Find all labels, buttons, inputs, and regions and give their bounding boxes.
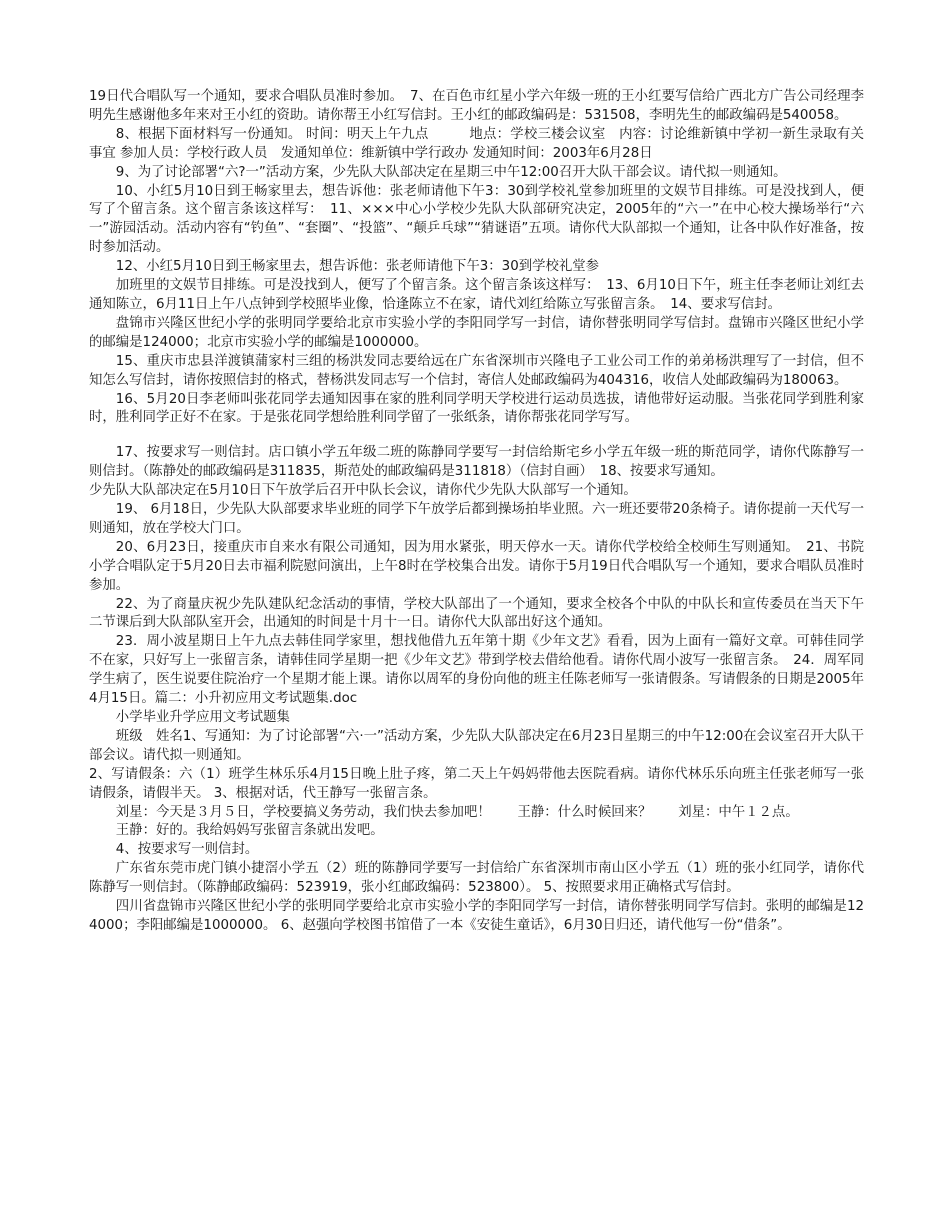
paragraph-1: 19日代合唱队写一个通知，要求合唱队员准时参加。 7、在百色市红星小学六年级一班的王小红要写信给广西北方广告公司经理李明先生感谢他多年来对王小红的资助。请你帮王小红写信封。王小红的邮政编码是：531508，李明先生的邮政编码是540058。 (89, 89, 864, 123)
paragraph-19: 刘星：今天是３月５日，学校要搞义务劳动，我们快去参加吧！ 王静：什么时候回来？ 刘星：中午１２点。 (115, 804, 799, 820)
paragraph-20: 王静：好的。我给妈妈写张留言条就出发吧。 (115, 823, 384, 839)
paragraph-3: 9、为了讨论部署“六?一”活动方案，少先队大队部决定在星期三中午12:00召开大队干部会议。请代拟一则通知。 (115, 164, 787, 180)
paragraph-11: 少先队大队部决定在5月10日下午放学后召开中队长会议，请你代少先队大队部写一个通知。 (89, 483, 637, 499)
paragraph-23: 四川省盘锦市兴隆区世纪小学的张明同学要给北京市实验小学的李阳同学写一封信，请你替张明同学写信封。张明的邮编是124000；李阳邮编是1000000。 6、赵强向学校图书馆借了一本《安徒生童话》，6月30日归还，请代他写一份“借条”。 (89, 899, 864, 933)
paragraph-18: 2、写请假条：六（1）班学生林乐乐4月15日晚上肚子疼，第二天上午妈妈带他去医院看病。请你代林乐乐向班主任张老师写一张请假条，请假半天。 3、根据对话，代王静写一张留言条。 (89, 766, 864, 801)
paragraph-16: 小学毕业升学应用文考试题集 (115, 710, 290, 725)
paragraph-9: 16、5月20日李老师叫张花同学去通知因事在家的胜利同学明天学校进行运动员选拔，请他带好运动服。当张花同学到胜利家时，胜利同学正好不在家。于是张花同学想给胜利同学留了一张纸条，请你帮张花同学写写。 (89, 391, 864, 426)
paragraph-5: 12、小红5月10日到王畅家里去，想告诉他：张老师请他下午3：30到学校礼堂参 (115, 259, 600, 275)
paragraph-21: 4、按要求写一则信封。 (115, 842, 259, 858)
paragraph-7: 盘锦市兴隆区世纪小学的张明同学要给北京市实验小学的李阳同学写一封信，请你替张明同学写信封。盘锦市兴隆区世纪小学的邮编是124000；北京市实验小学的邮编是1000000。 (89, 315, 864, 350)
paragraph-17: 班级 姓名1、写通知：为了讨论部署“六·一”活动方案，少先队大队部决定在6月23日星期三的中午12:00在会议室召开大队干部会议。请代拟一则通知。 (89, 728, 864, 763)
paragraph-13: 20、6月23日，接重庆市自来水有限公司通知，因为用水紧张，明天停水一天。请你代学校给全校师生写则通知。 21、书院小学合唱队定于5月20日去市福利院慰问演出，上午8时在学校集合出发。请你于5月19日代合唱队写一个通知，要求合唱队员准时参加。 (89, 539, 864, 593)
blank-line (89, 428, 864, 444)
paragraph-10: 17、按要求写一则信封。店口镇小学五年级二班的陈静同学要写一封信给斯宅乡小学五年级一班的斯范同学，请你代陈静写一则信封。（陈静处的邮政编码是311835，斯范处的邮政编码是311818）（信封自画） 18、按要求写通知。 (89, 445, 864, 480)
paragraph-4: 10、小红5月10日到王畅家里去，想告诉他：张老师请他下午3：30到学校礼堂参加班里的文娱节目排练。可是没找到人，便写了个留言条。这个留言条该这样写： 11、×××中心小学校少先队大队部研究决定，2005年的“六一”在中心校大操场举行“六一”游园活动。活动内容有“钓鱼”、“套圈”、“投篮”、“颠乒乓球”“猜谜语”五项。请你代大队部拟一个通知，让各中队作好准备，按时参加活动。 (89, 183, 864, 256)
paragraph-22: 广东省东莞市虎门镇小捷滘小学五（2）班的陈静同学要写一封信给广东省深圳市南山区小学五（1）班的张小红同学，请你代陈静写一则信封。（陈静邮政编码：523919，张小红邮政编码：523800）。 5、按照要求用正确格式写信封。 (89, 861, 864, 896)
paragraph-8: 15、重庆市忠县洋渡镇蒲家村三组的杨洪发同志要给远在广东省深圳市兴隆电子工业公司工作的弟弟杨洪理写了一封信，但不知怎么写信封，请你按照信封的格式，替杨洪发同志写一个信封，寄信人处邮政编码为404316，收信人处邮政编码为180063。 (89, 353, 864, 388)
paragraph-14: 22、为了商量庆祝少先队建队纪念活动的事情，学校大队部出了一个通知，要求全校各个中队的中队长和宣传委员在当天下午二节课后到大队部队室开会，出通知的时间是十月十一日。请你代大队部出好这个通知。 (89, 596, 864, 631)
paragraph-2: 8、根据下面材料写一份通知。 时间：明天上午九点 地点：学校三楼会议室 内容：讨论维新镇中学初一新生录取有关事宜 参加人员：学校行政人员 发通知单位：维新镇中学行政办 发通知时间：2003年6月28日 (89, 126, 864, 161)
paragraph-6: 加班里的文娱节目排练。可是没找到人，便写了个留言条。这个留言条该这样写： 13、6月10日下午，班主任李老师让刘红去通知陈立，6月11日上午八点钟到学校照毕业像，恰逢陈立不在家，请代刘红给陈立写张留言条。 14、要求写信封。 (89, 278, 864, 312)
paragraph-12: 19、 6月18日，少先队大队部要求毕业班的同学下午放学后都到操场拍毕业照。六一班还要带20条椅子。请你提前一天代写一则通知，放在学校大门口。 (89, 502, 864, 536)
paragraph-15: 23．周小波星期日上午九点去韩佳同学家里，想找他借九五年第十期《少年文艺》看看，因为上面有一篇好文章。可韩佳同学不在家，只好写上一张留言条，请韩佳同学星期一把《少年文艺》带到学校去借给他看。请你代周小波写一张留言条。 24．周军同学生病了，医生说要住院治疗一个星期才能上课。请你以周军的身份向他的班主任陈老师写一张请假条。写请假条的日期是2005年4月15日。篇二：小升初应用文考试题集.doc (89, 634, 864, 707)
